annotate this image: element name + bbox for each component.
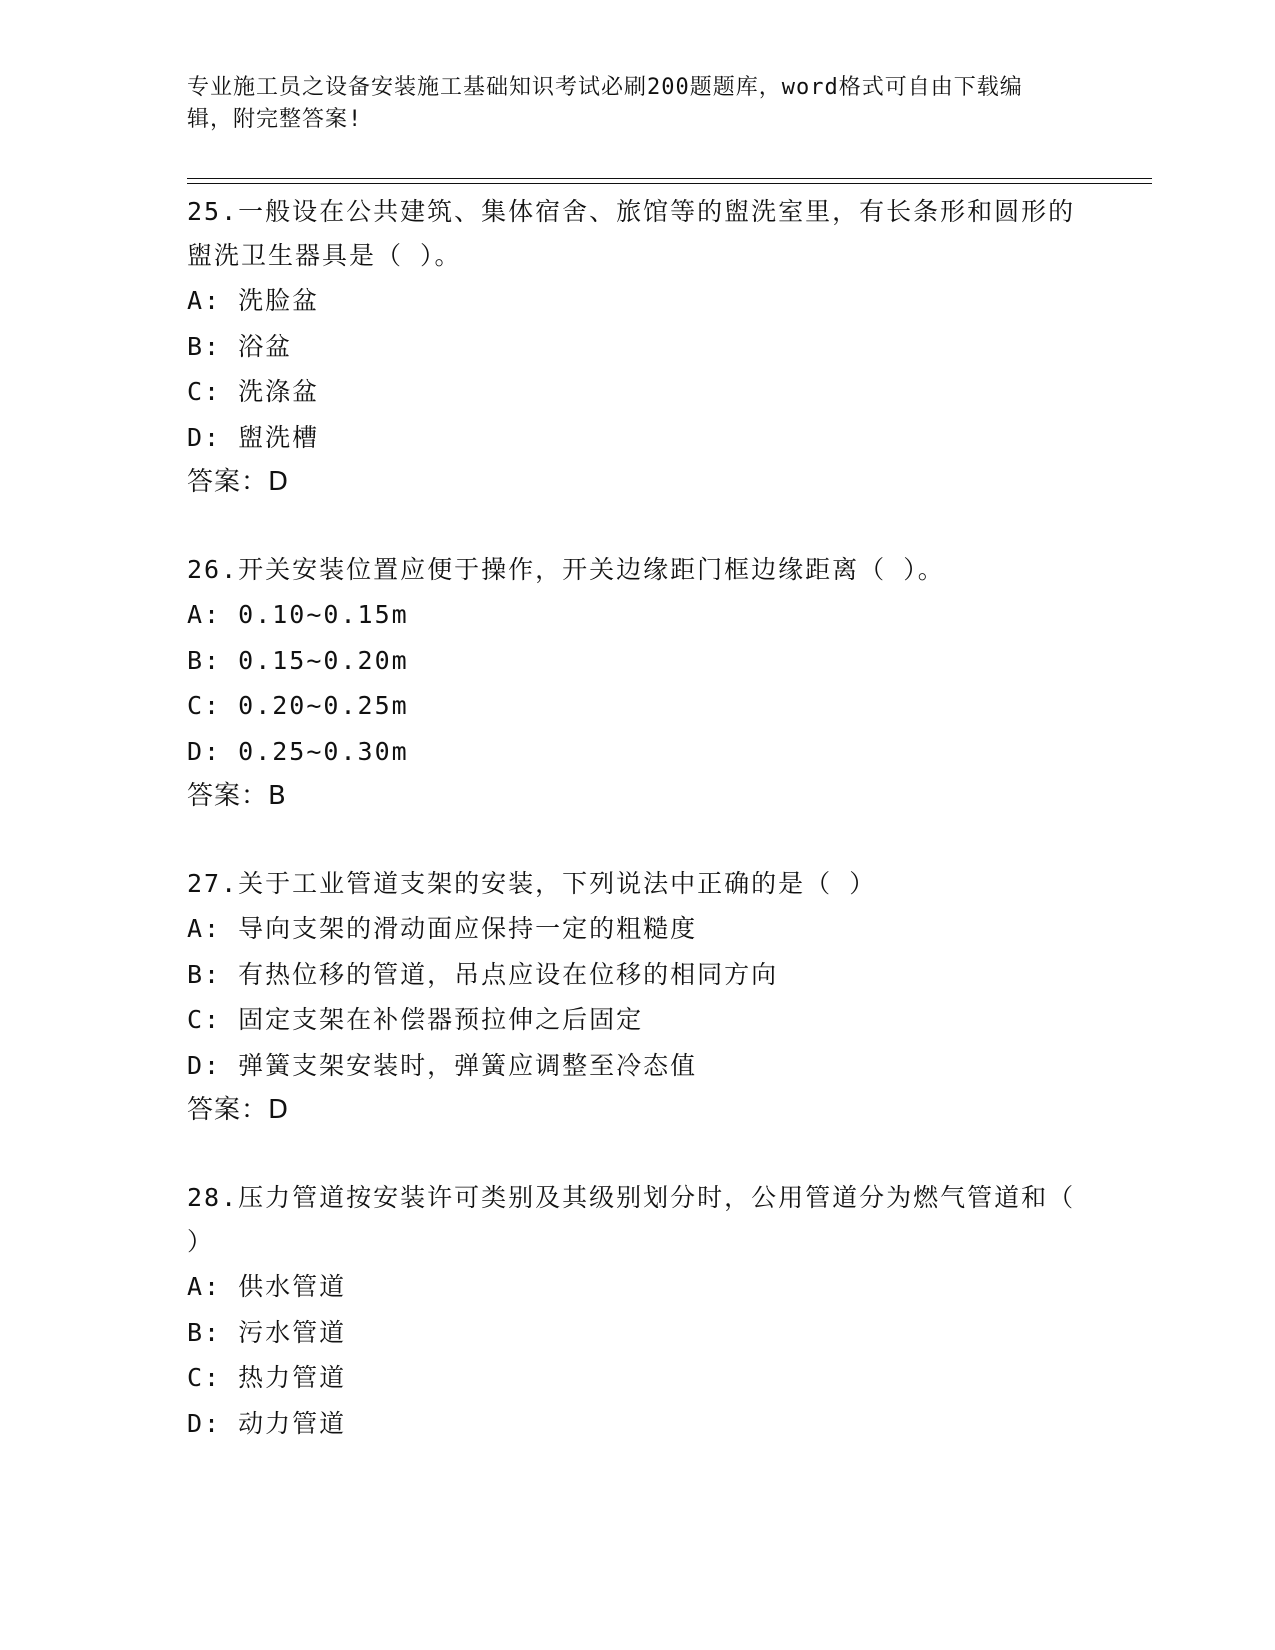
option-a: A: 0.10~0.15m (187, 600, 409, 629)
question-spacer (187, 1132, 1087, 1176)
answer-text: 答案：D (187, 1095, 290, 1125)
header-divider-top (187, 178, 1152, 179)
document-header: 专业施工员之设备安装施工基础知识考试必刷200题题库，word格式可自由下载编辑，附完整答案! (187, 75, 1023, 132)
question-text: 27.关于工业管道支架的安装，下列说法中正确的是（ ） (187, 869, 877, 898)
question-text: 26.开关安装位置应便于操作，开关边缘距门框边缘距离（ ）。 (187, 555, 945, 584)
question-spacer (187, 504, 1087, 548)
option-b: B: 污水管道 (187, 1317, 347, 1347)
option-a: A: 洗脸盆 (187, 286, 320, 315)
question-text: 28.压力管道按安装许可类别及其级别划分时，公用管道分为燃气管道和（ ） (187, 1183, 1076, 1256)
option-c: C: 0.20~0.25m (187, 691, 409, 720)
header-divider-bottom (187, 183, 1152, 184)
option-b: B: 0.15~0.20m (187, 645, 409, 675)
question-28 (187, 1176, 1087, 1446)
option-c: C: 洗涤盆 (187, 377, 320, 406)
option-d: D: 弹簧支架安装时，弹簧应调整至冷态值 (187, 1050, 698, 1080)
option-d: D: 盥洗槽 (187, 422, 320, 452)
option-b: B: 有热位移的管道，吊点应设在位移的相同方向 (187, 959, 779, 989)
answer-text: 答案：B (187, 781, 287, 811)
question-list (187, 190, 1087, 1446)
answer-text: 答案：D (187, 467, 290, 497)
question-text: 25.一般设在公共建筑、集体宿舍、旅馆等的盥洗室里，有长条形和圆形的盥洗卫生器具是（ ）。 (187, 197, 1076, 270)
option-a: A: 供水管道 (187, 1272, 347, 1301)
option-c: C: 固定支架在补偿器预拉伸之后固定 (187, 1005, 644, 1034)
question-27 (187, 862, 1087, 1132)
option-d: D: 0.25~0.30m (187, 736, 409, 766)
option-b: B: 浴盆 (187, 331, 293, 361)
option-c: C: 热力管道 (187, 1363, 347, 1392)
question-spacer (187, 818, 1087, 862)
option-a: A: 导向支架的滑动面应保持一定的粗糙度 (187, 914, 698, 943)
question-26 (187, 548, 1087, 818)
option-d: D: 动力管道 (187, 1408, 347, 1438)
question-25 (187, 190, 1087, 504)
